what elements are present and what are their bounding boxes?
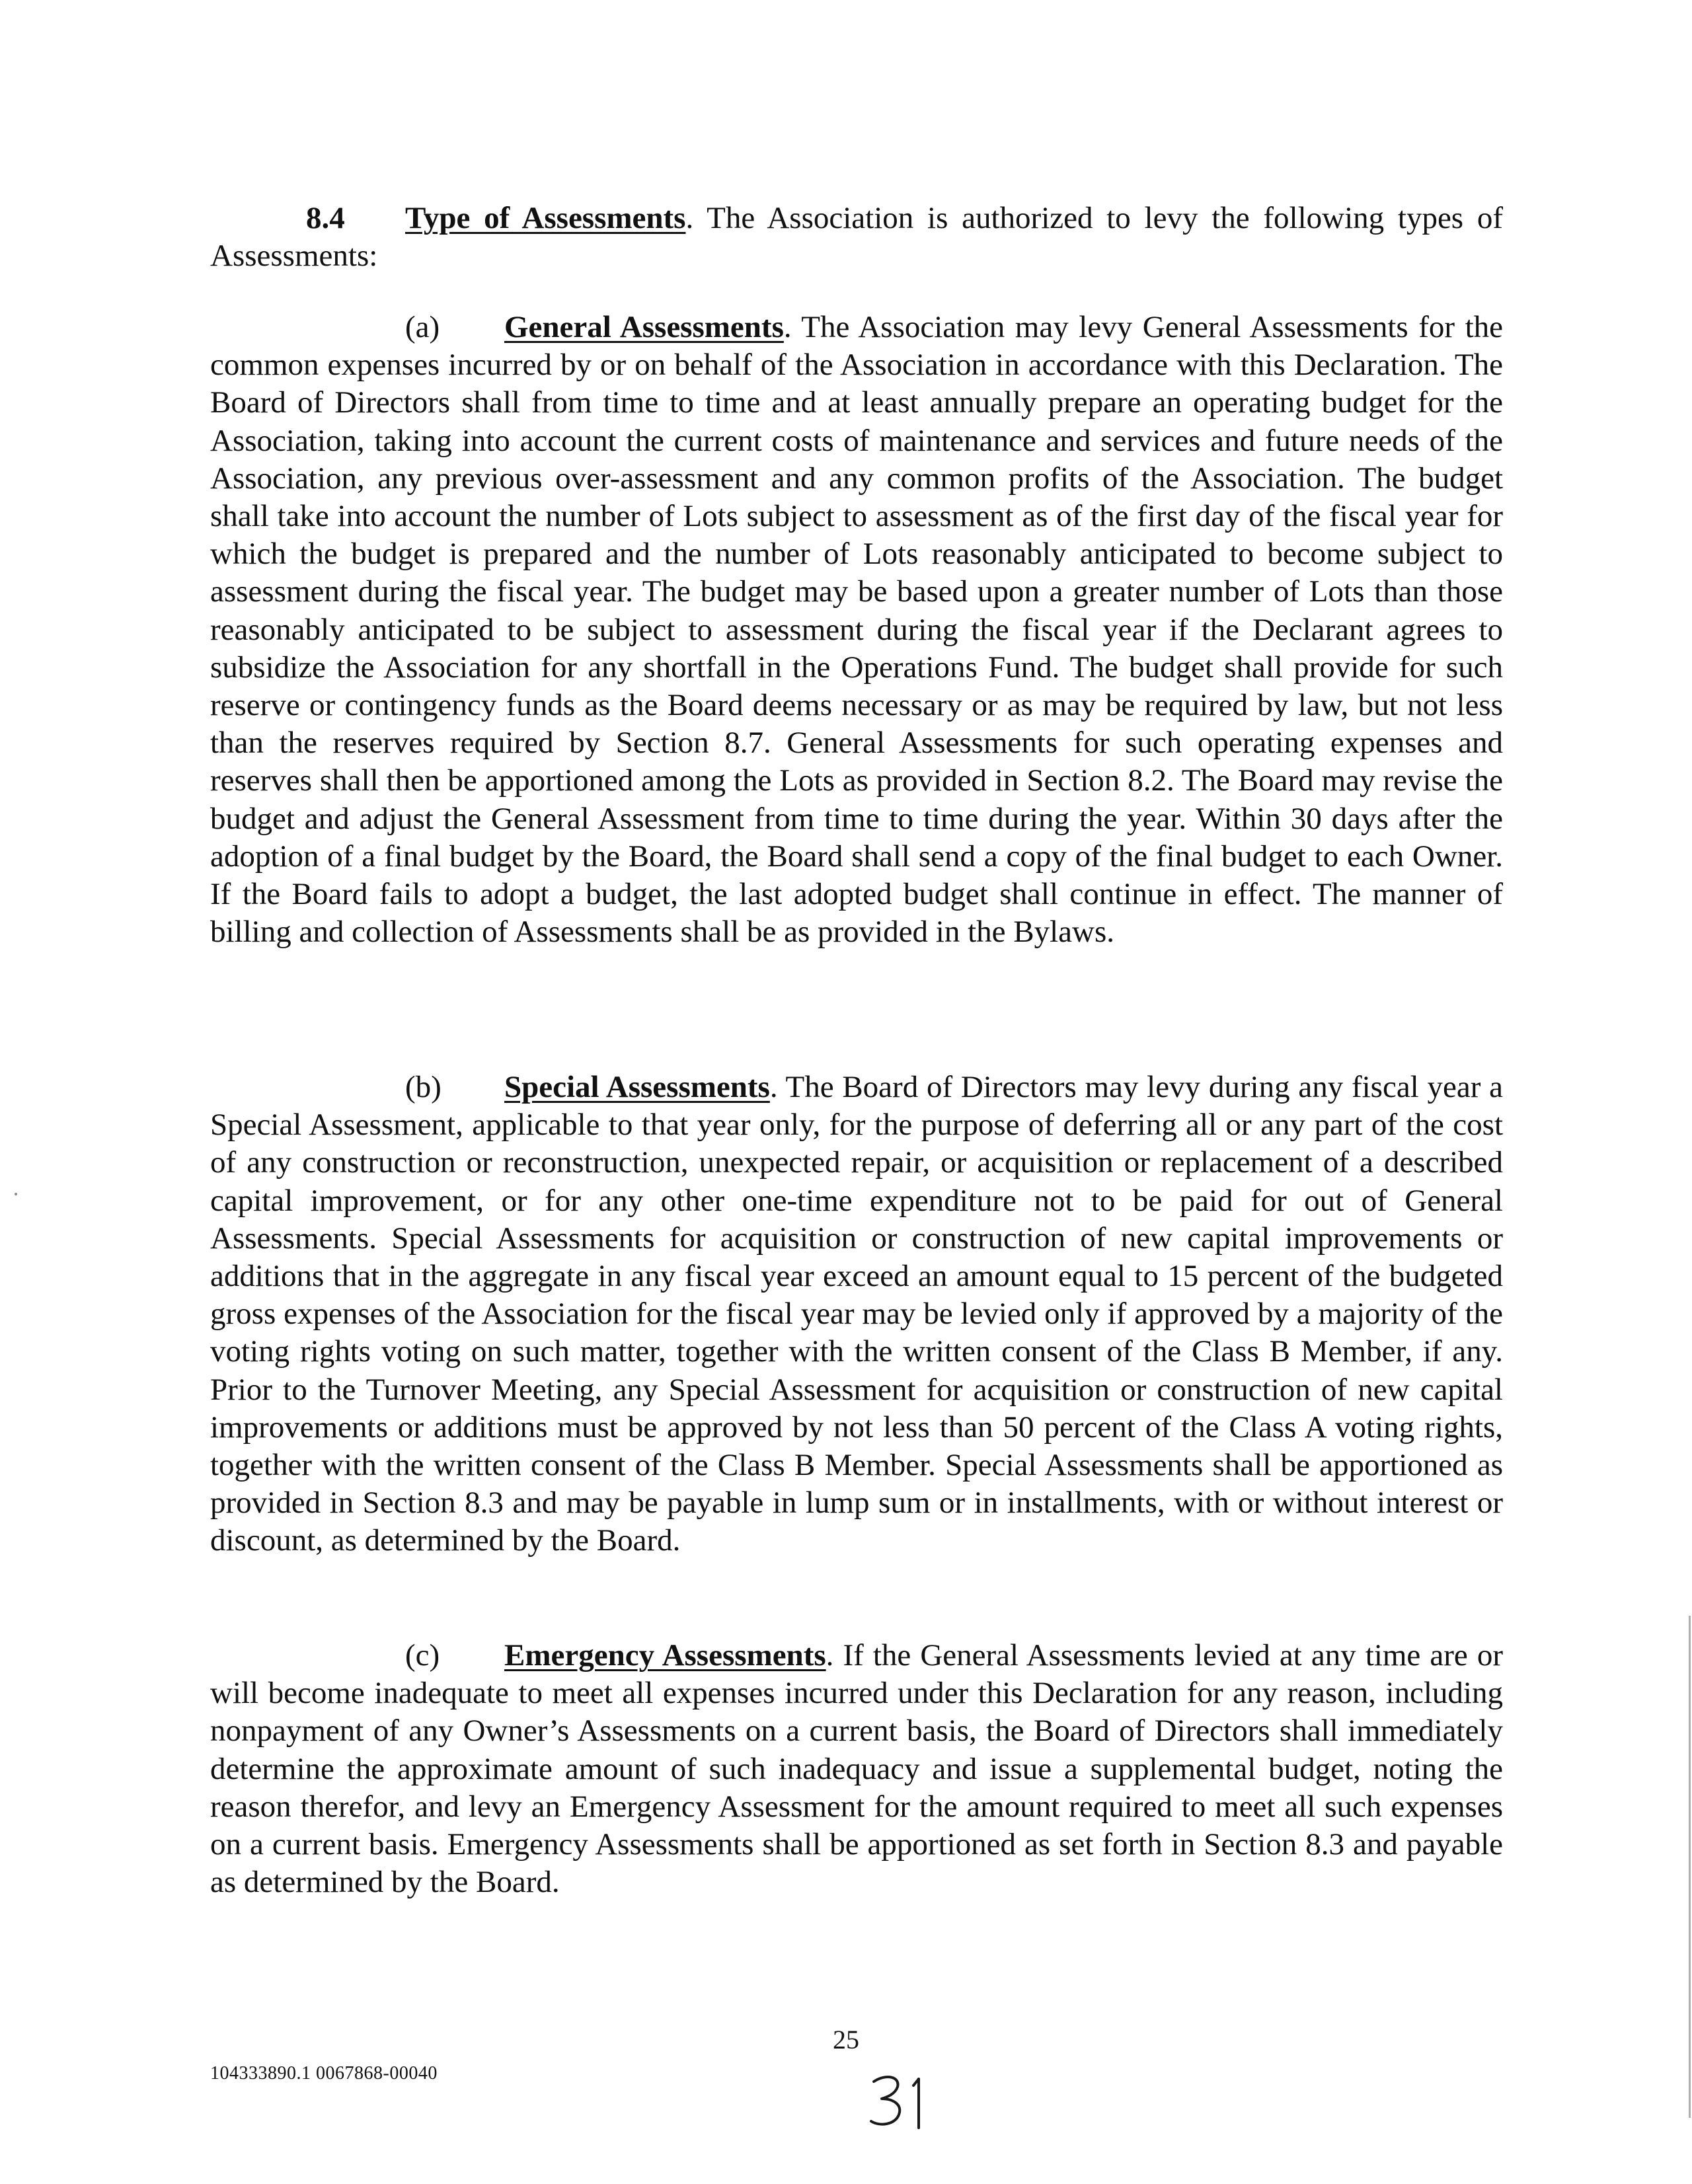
paragraph-text: . The Board of Directors may levy during any fiscal year a Special Assessment, applicable to that year only, for the purpose of deferring all or any part of the cost of any construction or reconstruction, unexpected repair, or acquisition or replacement of a described capital improvement, or for any other one-time expenditure not to be paid for out of General Assessments. Special Assessments for acquisition or construction of new capital improvements or additions that in the aggregate in any fiscal year exceed an amount equal to 15 percent of the budgeted gross expenses of the Association for the fiscal year may be levied only if approved by a majority of the voting rights voting on such matter, together with the written consent of the Class B Member, if any. Prior to the Turnover Meeting, any Special Assessment for acquisition or construction of new capital improvements or additions must be approved by not less than 50 percent of the Class A voting rights, together with the written consent of the Class B Member. Special Assessments shall be apportioned as provided in Section 8.3 and may be payable in lump sum or in installments, with or without interest or discount, as determined by the Board.	[210, 1070, 1503, 1558]
paragraph-label: (b)	[405, 1070, 442, 1104]
document-id: 104333890.1 0067868-00040	[210, 2063, 438, 2084]
section-number: 8.4	[306, 201, 345, 235]
section-heading: Type of Assessments	[405, 201, 686, 235]
paragraph-text: . The Association may levy General Assessments for the common expenses incurred by or on behalf of the Association in accordance with this Declaration. The Board of Directors shall from time to time and at least annually prepare an operating budget for the Association, taking into account the current costs of maintenance and services and future needs of the Association, any previous over-assessment and any common profits of the Association. The budget shall take into account the number of Lots subject to assessment as of the first day of the fiscal year for which the budget is prepared and the number of Lots reasonably anticipated to become subject to assessment during the fiscal year. The budget may be based upon a greater number of Lots than those reasonably anticipated to be subject to assessment during the fiscal year if the Declarant agrees to subsidize the Association for any shortfall in the Operations Fund. The budget shall provide for such reserve or contingency funds as the Board deems necessary or as may be required by law, but not less than the reserves required by Section 8.7. General Assessments for such operating expenses and reserves shall then be apportioned among the Lots as provided in Section 8.2. The Board may revise the budget and adjust the General Assessment from time to time during the year. Within 30 days after the adoption of a final budget by the Board, the Board shall send a copy of the final budget to each Owner. If the Board fails to adopt a budget, the last adopted budget shall continue in effect. The manner of billing and collection of Assessments shall be as provided in the Bylaws.	[210, 310, 1503, 950]
paragraph-text: . If the General Assessments levied at any time are or will become inadequate to meet all expenses incurred under this Declaration for any reason, including nonpayment of any Owner’s Assessments on a current basis, the Board of Directors shall immediately determine the approximate amount of such inadequacy and issue a supplemental budget, noting the reason therefor, and levy an Emergency Assessment for the amount required to meet all such expenses on a current basis. Emergency Assessments shall be apportioned as set forth in Section 8.3 and payable as determined by the Board.	[210, 1638, 1503, 1900]
page-number: 25	[833, 2025, 859, 2054]
section-8-4-paragraph	[210, 200, 1503, 275]
paragraph-label: (a)	[405, 310, 440, 344]
paragraph-heading: Special Assessments	[504, 1070, 770, 1104]
paragraph-emergency-assessments	[210, 1637, 1503, 1901]
scan-speck	[15, 1193, 17, 1195]
scan-margin-line	[1689, 1616, 1691, 2118]
paragraph-heading: Emergency Assessments	[504, 1638, 826, 1673]
handwritten-page-number	[866, 2062, 945, 2134]
paragraph-heading: General Assessments	[504, 310, 784, 344]
section-intro-text: . The Association is authorized to levy the following types of Assessments:	[210, 201, 1503, 274]
paragraph-general-assessments	[210, 309, 1503, 951]
paragraph-special-assessments	[210, 1069, 1503, 1560]
paragraph-label: (c)	[405, 1638, 440, 1673]
